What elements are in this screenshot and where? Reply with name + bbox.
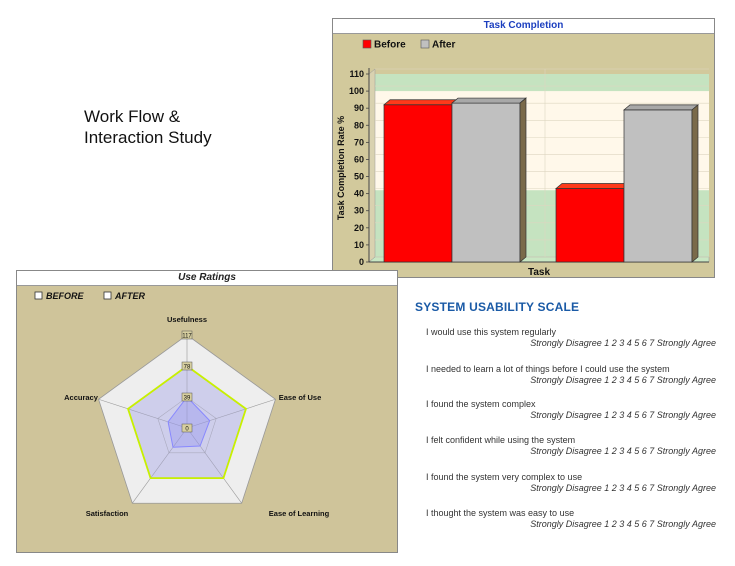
sus-scale[interactable]: Strongly Disagree 1 2 3 4 5 6 7 Strongly Agree xyxy=(530,375,716,385)
y-tick-label: 90 xyxy=(353,103,364,114)
sus-item xyxy=(426,435,716,456)
radar-tick-label: 117 xyxy=(182,333,192,340)
sus-scale[interactable]: Strongly Disagree 1 2 3 4 5 6 7 Strongly Agree xyxy=(530,338,716,348)
legend-label-after: After xyxy=(432,39,456,51)
legend-swatch-before xyxy=(363,40,371,48)
radar-axis-label: Satisfaction xyxy=(85,509,129,518)
y-tick-label: 30 xyxy=(353,205,364,216)
x-axis-label: Task xyxy=(527,267,551,278)
bar-before xyxy=(556,189,624,262)
bar-top-after xyxy=(624,105,698,110)
radar-tick-label: 39 xyxy=(183,395,191,402)
sus-question: I would use this system regularly xyxy=(426,327,557,337)
radar-axis-label: Ease of Learning xyxy=(268,509,330,518)
y-tick-label: 50 xyxy=(353,171,364,182)
legend-label-before: Before xyxy=(374,39,406,51)
sus-question: I found the system complex xyxy=(426,399,536,409)
y-tick-label: 40 xyxy=(353,188,364,199)
sus-question: I needed to learn a lot of things before I could use the system xyxy=(426,364,670,374)
legend-checkbox-before xyxy=(35,292,42,299)
study-title-line2: Interaction Study xyxy=(84,128,212,147)
legend-swatch-after xyxy=(421,40,429,48)
y-axis-label: Task Completion Rate % xyxy=(336,115,346,221)
sus-question: I thought the system was easy to use xyxy=(426,508,575,518)
y-tick-label: 0 xyxy=(358,257,364,267)
sus-question: I felt confident while using the system xyxy=(426,435,576,445)
sus-scale[interactable]: Strongly Disagree 1 2 3 4 5 6 7 Strongly Agree xyxy=(530,410,716,420)
plot-side-wall xyxy=(369,69,375,262)
bar-chart-title: Task Completion xyxy=(333,19,714,34)
radar-axis-label: Accuracy xyxy=(64,393,98,402)
y-tick-label: 10 xyxy=(353,239,364,250)
sus-item xyxy=(426,399,716,420)
y-tick-label: 80 xyxy=(353,120,364,131)
sus-item xyxy=(426,508,716,529)
radar-axis-label: Usefulness xyxy=(166,315,208,324)
task-completion-chart-panel xyxy=(332,18,715,278)
bar-side-after xyxy=(692,105,698,262)
y-tick-label: 100 xyxy=(348,86,364,97)
system-usability-scale xyxy=(415,300,716,529)
sus-item xyxy=(426,364,716,385)
sus-scale[interactable]: Strongly Disagree 1 2 3 4 5 6 7 Strongly Agree xyxy=(530,519,716,529)
sus-title: SYSTEM USABILITY SCALE xyxy=(415,300,580,314)
study-title xyxy=(84,106,212,148)
radar-tick-label: 78 xyxy=(183,364,191,371)
bar-side-after xyxy=(520,98,526,262)
legend-label-after: AFTER xyxy=(115,291,145,301)
study-title-line1: Work Flow & xyxy=(84,107,181,126)
radar-axis-label: Ease of Use xyxy=(278,393,322,402)
y-tick-label: 20 xyxy=(353,222,364,233)
radar-chart-svg xyxy=(17,286,397,553)
bar-top-after xyxy=(452,98,526,103)
sus-scale[interactable]: Strongly Disagree 1 2 3 4 5 6 7 Strongly Agree xyxy=(530,446,716,456)
legend-checkbox-after xyxy=(104,292,111,299)
sus-scale[interactable]: Strongly Disagree 1 2 3 4 5 6 7 Strongly Agree xyxy=(530,483,716,493)
bar-before xyxy=(384,105,452,262)
sus-item xyxy=(426,472,716,493)
use-ratings-chart-panel xyxy=(16,270,398,553)
y-tick-label: 60 xyxy=(353,154,364,165)
legend-label-before: BEFORE xyxy=(46,291,84,301)
y-tick-label: 70 xyxy=(353,137,364,148)
bar-chart-svg xyxy=(333,34,714,278)
sus-question: I found the system very complex to use xyxy=(426,472,583,482)
bar-after xyxy=(624,110,692,262)
radar-chart-title: Use Ratings xyxy=(17,271,397,286)
green-band xyxy=(369,74,709,91)
y-tick-label: 110 xyxy=(349,69,364,79)
bar-top-before xyxy=(384,100,458,105)
sus-item xyxy=(426,327,716,348)
radar-tick-label: 0 xyxy=(185,426,189,433)
bar-after xyxy=(452,103,520,262)
bar-top-before xyxy=(556,184,630,189)
